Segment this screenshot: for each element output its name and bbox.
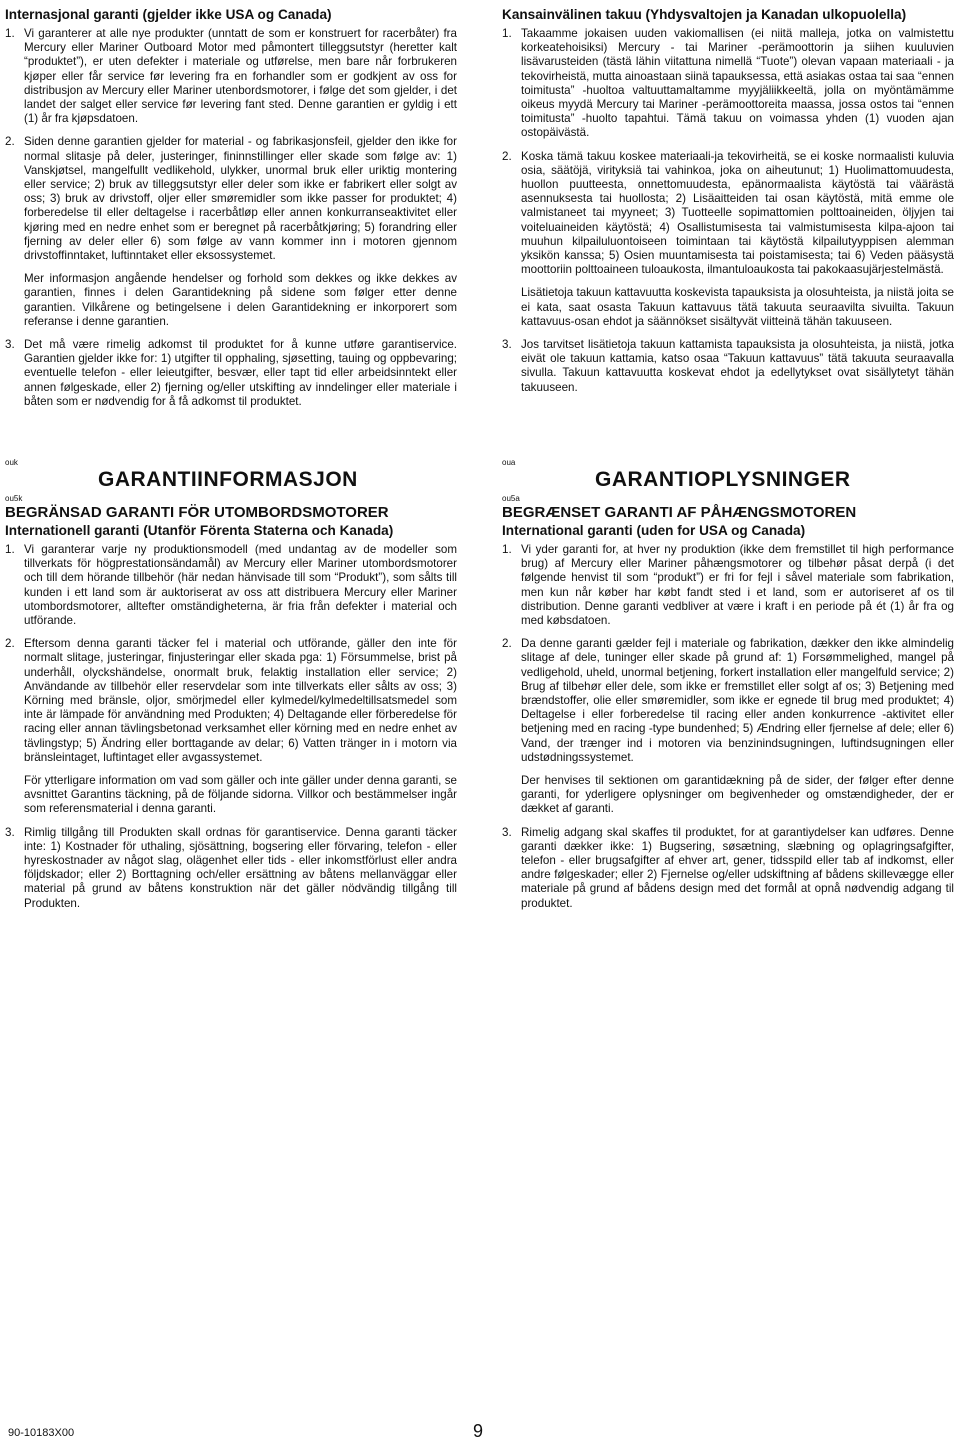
list-item <box>502 637 954 765</box>
page-title: GARANTIOPLYSNINGER <box>595 468 851 491</box>
list-item <box>5 135 457 263</box>
swedish-items-cont <box>5 826 457 911</box>
item-number: 2. <box>502 637 512 651</box>
norwegian-items-cont <box>5 338 457 409</box>
item-text: Siden denne garantien gjelder for material - og fabrikasjonsfeil, gjelder den ikke for normal slitasje på deler, justeringer, fininnstillinger eller skade som følge av: 1) Vanskjøtsel, mangelfullt vedlikehold, ulykker, unormal bruk eller uriktig montering eller service; 2) bruk av tilleggsutstyr eller deler som ikke er fabrikert eller solgt av oss; 3) bruk av drivstoff, oljer eller smøremidler som ikke passer for produktet; 4) forberedelse til eller deltagelse i racerbåtløp eller annen konkurranseaktivitet eller kjøring med en nedre enhet som er beregnet på racerbåtkjøring; 5) forandring eller fjerning av deler eller 6) som følge av vann kommer inn i motoren gjennom drivstoffinntaket, luftinntaket eller eksossystemet. <box>24 135 457 263</box>
item-number: 3. <box>5 825 15 839</box>
swedish-subtitle2: Internationell garanti (Utanför Förenta Staterna och Kanada) <box>5 523 394 538</box>
list-item <box>502 27 954 141</box>
swedish-section <box>5 458 457 920</box>
danish-section <box>502 458 954 920</box>
item-text: Jos tarvitset lisätietoja takuun kattamista tapauksista ja olosuhteista, ja niistä, jotka eivät ole takuun kattamia, katso osaa “Takuun kattavuus” tätä takuuta seuraavalla sivulla. Takuun kattavuutta koskevat ehdot ja edellytykset ovat sisällytetyt tähän takuuseen. <box>521 338 954 394</box>
item-number: 1. <box>502 543 512 556</box>
page-title: GARANTIINFORMASJON <box>98 468 358 491</box>
item-number: 2. <box>502 149 512 163</box>
swedish-items <box>5 543 457 765</box>
item-number: 2. <box>5 637 15 651</box>
item-text: Eftersom denna garanti täcker fel i material och utförande, gäller den inte för normalt slitage, justeringar, finjusteringar eller skada pga: 1) Försummelse, brist på underhåll, olyckshändelse, onormalt bruk, felaktig installation eller service; 2) Användande av tillbehör eller reservdelar som inte tillverkats eller sålts av oss; 3) Körning med bränsle, oljor, smörjmedel eller kylmedel/kylmedeltillsatsmedel som inte är lämpade för användning med Produkten; 4) Deltagande eller förberedelse för racing eller annan tävlingsbetonad verksamhet eller körning med en nedre enhet av tävlingstyp; 5) Ändring eller borttagande av delar; 6) Vatten tränger in i motorn via bränsleintaget, luftintaget eller avgassystemet. <box>24 637 457 764</box>
danish-subtitle2: International garanti (uden for USA og Canada) <box>502 523 806 538</box>
list-item <box>5 637 457 765</box>
section-code-small: ou5k <box>5 494 23 503</box>
list-item <box>5 543 457 628</box>
item-text: Vi garanterer at alle nye produkter (unntatt de som er konstruert for racerbåter) fra Mercury eller Mariner Outboard Motor med påmontert tilleggsutstyr (heretter kalt “produktet”), er uten defekter i materiale og utførelse, men bare når forbrukeren kjøper eller får service før levering fra en forhandler som er godkjent av oss for distribusjon av Mercury eller Mariner utenbordsmotorer, i følge det som gjelder, i det landet der salget eller service før levering fant sted. Denne garantien er gyldig i ett (1) år fra kjøpsdatoen. <box>24 27 457 126</box>
item-text: Koska tämä takuu koskee materiaali-ja tekovirheitä, se ei koske normaalisti kuluvia osia, säätöjä, virityksiä tai vahinkoa, joka on aiheutunut; 1) Huolimattomuudesta, huollon puutteesta, onnettomuudesta, epänormaalista käytöstä tai väärästä asennuksesta tai huollosta; 2) Lisäaitteiden tai osan käytöstä, mitä emme ole valmistaneet tai myyneet; 3) Tuotteelle sopimattomien polttoaineiden, öljyjen tai voiteluaineiden käytöstä; 4) Osallistumisesta tai valmistumisesta kilpa-ajoon tai muuhun kilpailuluontoiseen toimintaan tai käytöstä kilpailutyyppisen alemman yksikön kanssa; 5) Osien muuntamisesta tai poistamisesta; tai 6) Veden pääsystä moottoriin polttoaineen tuloaukosta, ilmantuloaukosta tai pakokaasujärjestelmästä. <box>521 149 954 277</box>
section-code-small: ou5a <box>502 494 520 503</box>
item-text: Rimelig adgang skal skaffes til produktet, for at garantiydelser kan udføres. Denne garanti dækker ikke: 1) Bugsering, søsætning, slæbning og oplagringsafgifter, telefon - eller brugsafgifter af ehver art, gener, tidsspild eller tab af indkomst, eller andre følgeskader; eller 2) Fjernelse og/eller udskiftning af bådens skillevægge eller materiale på grund af bådens design med det formål at opnå nødvendig adgang til produktet. <box>521 825 954 910</box>
swedish-more-info: För ytterligare information om vad som gäller och inte gäller under denna garanti, se avsnittet Garantins täckning, på de följande sidorna. Villkor och bestämmelser ingår som referensmaterial i denna garanti. <box>24 774 457 816</box>
item-number: 1. <box>502 27 512 40</box>
item-number: 3. <box>502 825 512 839</box>
section-code: oua <box>502 458 516 467</box>
danish-items <box>502 543 954 765</box>
finnish-items-cont <box>502 338 954 395</box>
item-number: 2. <box>5 135 15 149</box>
finnish-heading: Kansainvälinen takuu (Yhdysvaltojen ja Kanadan ulkopuolella) <box>502 7 907 22</box>
list-item <box>502 150 954 278</box>
item-text: Da denne garanti gælder fejl i materiale og fabrikation, dækker den ikke almindelig slitage af dele, tuninger eller skade på grund af: 1) Forsømmelighed, mangel på vedligehold, uheld, unormal betjening, forkert installation eller mangelfuld service; 2) Brug af tilbehør eller dele, som ikke er fremstillet eller solgt af os; 3) Betjening med brændstoffer, olie eller smøremidler, som ikke er egnede til brug med produktet; 4) Deltagelse i eller forberedelse til racing eller anden konkurrence -aktivitet eller betjening med en racing -type bundenhed; 5) Ændring eller fjernelse af dele; eller 6) Vand, der trænger ind i motoren via benzinindsugningen, luftindsugningen eller udstødningssystemet. <box>521 637 954 764</box>
norwegian-items <box>5 27 457 263</box>
item-text: Rimlig tillgång till Produkten skall ordnas för garantiservice. Denna garanti täcker inte: 1) Kostnader för uthaling, sjösättning, bogsering eller förvaring, telefon - eller hyreskostnader av något slag, olägenhet eller tids - eller inkomstförlust eller andra följdskador; eller 2) Borttagning och/eller ersättning av båtens mellanväggar eller material på grund av båtens konstruktion när det gäller nödvändig tillgång till Produkten. <box>24 825 457 910</box>
finnish-section <box>502 6 954 404</box>
finnish-items <box>502 27 954 277</box>
list-item <box>5 27 457 126</box>
list-item <box>502 543 954 628</box>
item-number: 3. <box>5 338 15 352</box>
list-item <box>5 338 457 409</box>
danish-items-cont <box>502 826 954 911</box>
list-item <box>502 826 954 911</box>
list-item <box>5 826 457 911</box>
item-text: Vi yder garanti for, at hver ny produktion (ikke dem fremstillet til high performance brug) af Mercury eller Mariner påhængsmotorer og tilbehør påsat derpå (i det følgende henvist til som “produkt”) er fri for fejl i såvel materiale som fabrikation, men kun når køber har købt fandt sted i et land, som er autoriseret af os til distribution. Denne garanti vedbliver at være i kraft i en periode på ét (1) år fra og med købsdatoen. <box>521 543 954 628</box>
item-text: Vi garanterar varje ny produktionsmodell (med undantag av de modeller som tillverkats för högprestationsändamål) av Mercury eller Mariner utombordsmotorer och till dem hörande tillbehör (här nedan hänvisade till som “Produkt”), som sålts till kunden i ett land som är auktoriserat av oss att distribuera Mercury eller Mariner utombordsmotorer, alltefter omständigheterna, är fria från defekter i material och utförande. <box>24 543 457 628</box>
item-number: 1. <box>5 543 15 556</box>
danish-more-info: Der henvises til sektionen om garantidækning på de sider, der følger efter denne garanti, for yderligere oplysninger om begivenheder og omstændigheder, der er dækket af garanti. <box>521 774 954 816</box>
item-number: 1. <box>5 27 15 40</box>
item-number: 3. <box>502 338 512 352</box>
page-number: 9 <box>473 1421 484 1441</box>
item-text: Takaamme jokaisen uuden vakiomallisen (ei niitä malleja, jotka on valmistettu korkeatehoisiksi) Mercury - tai Mariner -perämoottorin ja siihen kuuluvien lisävarusteiden (tästä lähin viitattuna nimellä “Tuote”) olevan vapaan materiaali - ja tekovirheistä, mutta ainoastaan siinä tapauksessa, että asiakas ostaa tai saa “ennen toimitusta” -huoltoa valtuuttamaltamme myyjäliikkeeltä, jolla on myöntämämme oikeus myydä Mercury tai Mariner -perämoottoreita maassa, jossa ostos tai “ennen toimitusta” -huolto tapahtui. Tämä takuu on voimassa yhden (1) vuoden ajan ostopäivästä. <box>521 27 954 140</box>
danish-subtitle: BEGRÆNSET GARANTI AF PÅHÆNGSMOTOREN <box>502 504 857 521</box>
finnish-more-info: Lisätietoja takuun kattavuutta koskevista tapauksista ja olosuhteista, ja niistä joita se ei kata, saat osasta Takuun kattavuus tätä takuuta seuraavilta sivuilta. Takuun kattavuus-osan ehdot ja säännökset sisältyvät viitteinä tähän takuuseen. <box>521 286 954 328</box>
norwegian-section <box>5 6 457 418</box>
document-number: 90-10183X00 <box>8 1427 75 1439</box>
swedish-subtitle: BEGRÄNSAD GARANTI FÖR UTOMBORDSMOTORER <box>5 504 389 521</box>
norwegian-heading: Internasjonal garanti (gjelder ikke USA og Canada) <box>5 7 332 22</box>
norwegian-more-info: Mer informasjon angående hendelser og forhold som dekkes og ikke dekkes av garantien, finnes i delen Garantidekning på sidene som følger etter denne garantien. Vilkårene og betingelsene i delen Garantidekning er inkorporert som referanse i denne garantien. <box>24 272 457 328</box>
section-code: ouk <box>5 458 18 467</box>
item-text: Det må være rimelig adkomst til produktet for å kunne utføre garantiservice. Garantien gjelder ikke for: 1) utgifter til opphaling, sjøsetting, tauing og oppbevaring; eventuelle telefon - eller leieutgifter, besvær, eller tapt tid eller arbeidsinntekt eller annen følgeskade, eller 2) fjerning og/eller utskifting av inndelinger eller materiale i båten som er nødvendig for å få adkomst til produktet. <box>24 338 457 408</box>
list-item <box>502 338 954 395</box>
